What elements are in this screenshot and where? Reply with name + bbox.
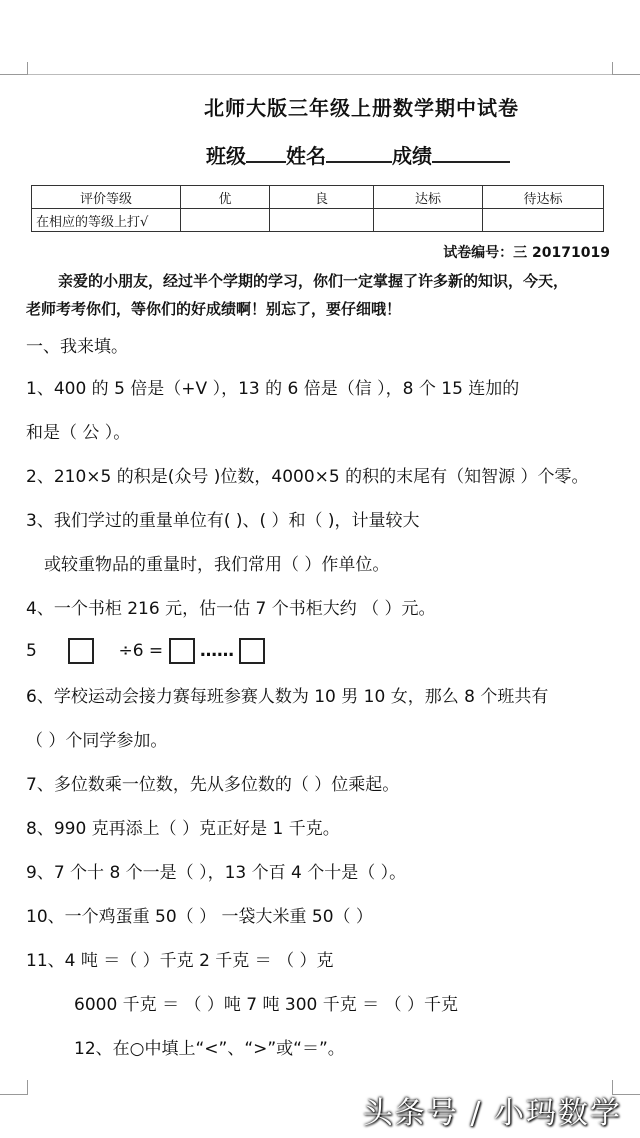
score-label: 成绩 [392,144,432,168]
question-8: 8、990 克再添上（ ）克正好是 1 千克。 [26,819,340,839]
intro-line-1: 亲爱的小朋友，经过半个学期的学习，你们一定掌握了许多新的知识，今天， [58,272,569,290]
table-header: 优 [181,186,270,209]
crop-mark-top-right-h [612,74,640,75]
answer-box[interactable] [169,638,195,664]
score-blank[interactable] [432,143,510,163]
intro-line-2: 老师考考你们，等你们的好成绩啊！别忘了，要仔细哦！ [26,300,402,318]
question-1-line-2: 和是（ 公 ）。 [26,423,131,443]
crop-mark-top-left-h [0,74,28,75]
answer-box[interactable] [239,638,265,664]
paper-id: 试卷编号：三 20171019 [443,245,610,261]
question-11-line-1: 11、4 吨 ＝（ ）千克 2 千克 ＝ （ ）克 [26,951,334,971]
top-rule [28,74,612,75]
question-6-line-1: 6、学校运动会接力赛每班参赛人数为 10 男 10 女，那么 8 个班共有 [26,687,549,707]
name-blank[interactable] [326,143,392,163]
question-6-line-2: （ ）个同学参加。 [26,731,168,751]
table-header: 待达标 [483,186,604,209]
question-4: 4、一个书柜 216 元，估一估 7 个书柜大约 （ ）元。 [26,599,436,619]
question-5-number: 5 [26,641,37,661]
answer-box[interactable] [68,638,94,664]
question-10: 10、一个鸡蛋重 50（ ） 一袋大米重 50（ ） [26,907,373,927]
section-heading: 一、我来填。 [26,337,128,357]
class-blank[interactable] [246,143,286,163]
table-header: 评价等级 [32,186,181,209]
page-title: 北师大版三年级上册数学期中试卷 [204,96,519,120]
question-2: 2、210×5 的积是(众号 )位数，4000×5 的积的末尾有（知智源 ）个零。 [26,467,589,487]
table-cell[interactable] [270,209,374,232]
name-label: 姓名 [286,144,326,168]
question-5-division: ÷6 = [118,641,164,661]
evaluation-table [31,185,604,232]
table-header: 达标 [374,186,483,209]
class-label: 班级 [206,144,246,168]
crop-mark-bottom-left-v [27,1080,28,1095]
question-11-line-2: 6000 千克 ＝ （ ）吨 7 吨 300 千克 ＝ （ ）千克 [74,995,458,1015]
table-row-label: 在相应的等级上打√ [32,209,181,232]
question-1-line-1: 1、400 的 5 倍是（+V ），13 的 6 倍是（信 ），8 个 15 连加的 [26,379,520,399]
watermark: 头条号 / 小玛数学 [362,1096,622,1131]
question-12: 12、在○中填上“<”、“>”或“＝”。 [74,1039,345,1059]
info-line [206,140,510,169]
table-row [32,209,604,232]
table-header: 良 [270,186,374,209]
question-3-line-2: 或较重物品的重量时，我们常用（ ）作单位。 [44,555,390,575]
question-9: 9、7 个十 8 个一是（ ），13 个百 4 个十是（ ）。 [26,863,407,883]
table-header-row [32,186,604,209]
question-3-line-1: 3、我们学过的重量单位有( )、( ）和（ )，计量较大 [26,511,420,531]
question-5-dots: …… [199,641,234,661]
crop-mark-top-right-v [612,62,613,75]
table-cell[interactable] [483,209,604,232]
table-cell[interactable] [181,209,270,232]
table-cell[interactable] [374,209,483,232]
question-5 [26,638,265,664]
crop-mark-bottom-left-h [0,1094,28,1095]
question-7: 7、多位数乘一位数，先从多位数的（ ）位乘起。 [26,775,400,795]
